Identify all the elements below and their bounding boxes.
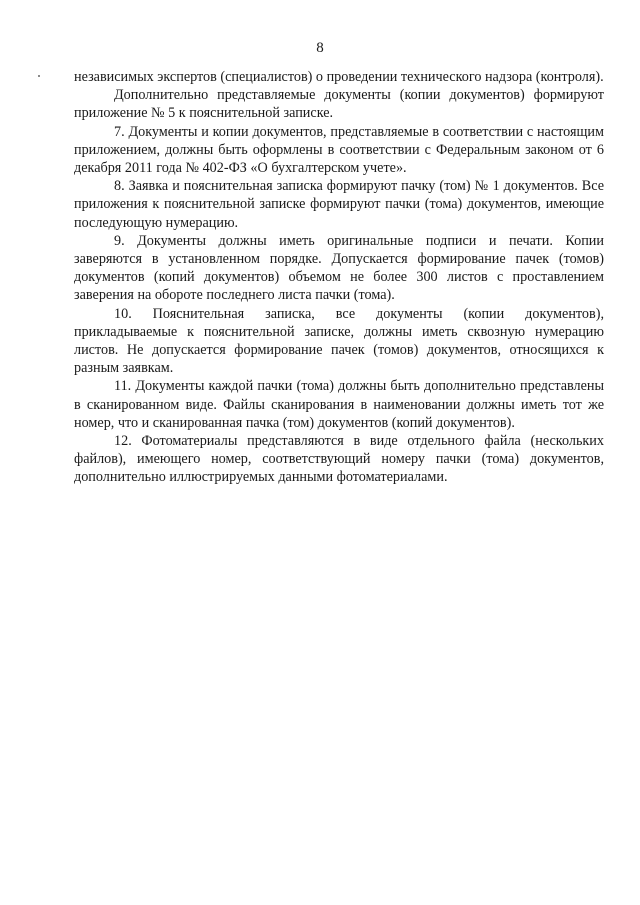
- paragraph-item-10: 10. Пояснительная записка, все документы (копии документов), прикладываемые к пояснительной записке, должны иметь сквозную нумерацию листов. Не допускается формирование пачек (томов) документов, относящихся к разным заявкам.: [74, 305, 604, 377]
- page-number: 8: [316, 40, 324, 56]
- scan-dot-mark: [38, 75, 40, 77]
- document-body: [74, 68, 604, 487]
- paragraph-item-11: 11. Документы каждой пачки (тома) должны быть дополнительно представлены в сканированном виде. Файлы сканирования в наименовании должны иметь тот же номер, что и сканированная пачка (том) документов (копий документов).: [74, 378, 604, 431]
- paragraph-item-12: 12. Фотоматериалы представляются в виде отдельного файла (нескольких файлов), имеющего номер, соответствующий номеру пачки (тома) документов, дополнительно иллюстрируемых данными фотоматериалами.: [74, 433, 604, 486]
- paragraph-continuation: независимых экспертов (специалистов) о проведении технического надзора (контроля).: [74, 69, 604, 85]
- paragraph-additional-documents: Дополнительно представляемые документы (копии документов) формируют приложение № 5 к пояснительной записке.: [74, 87, 604, 122]
- paragraph-item-9: 9. Документы должны иметь оригинальные подписи и печати. Копии заверяются в установленном порядке. Допускается формирование пачек (томов) документов (копий документов) объемом не более 300 листов с проставлением заверения на обороте последнего листа пачки (тома).: [74, 232, 604, 304]
- paragraph-item-7: 7. Документы и копии документов, представляемые в соответствии с настоящим приложением, должны быть оформлены в соответствии с Федеральным законом от 6 декабря 2011 года № 402-ФЗ «О бухгалтерском учете».: [74, 123, 604, 177]
- paragraph-item-8: 8. Заявка и пояснительная записка формируют пачку (том) № 1 документов. Все приложения к пояснительной записке формируют пачки (тома) документов, имеющие последующую нумерацию.: [74, 178, 604, 231]
